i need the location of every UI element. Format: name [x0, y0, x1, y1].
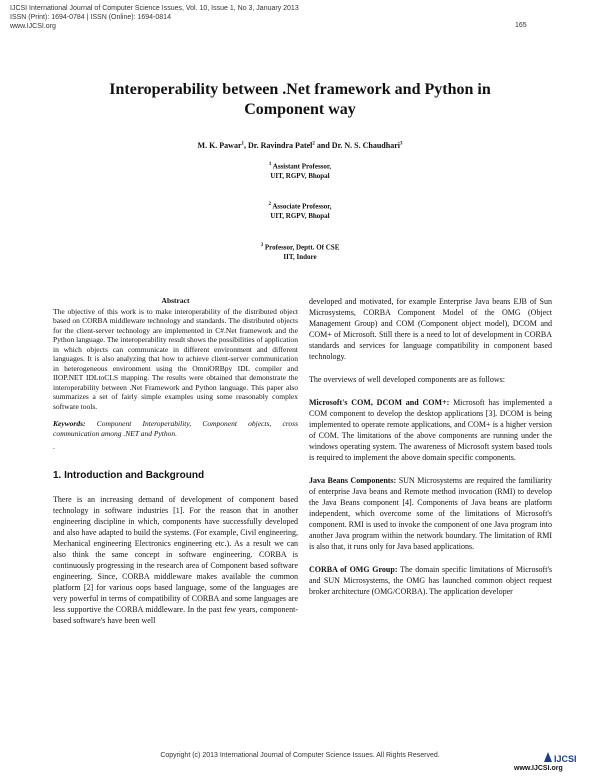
- paper-title: [60, 80, 540, 120]
- journal-header-url[interactable]: www.IJCSI.org: [10, 23, 56, 30]
- section-1-text: There is an increasing demand of development of component based technology in software industries [1]. For the reason that in another engineering discipline in which, components have successfully developed and also have adapted to build the systems. (For example, Civil engineering, Mechanical engineering Electronics engineering etc.). As a result we can also think the same concept in software engineering. CORBA is continuously progressing in the research area of Component based software engineering. Since, CORBA middleware makes available the common platform [2] for various oops based language, some of the languages are very powerful in terms of compatibility of CORBA and some languages are less supportive the CORBA middleware. In the past few years, component-based software's have been well: [53, 494, 298, 625]
- com-text: Microsoft has implemented a COM component to develop the desktop applications [3]. DCOM is being implemented to operate remote applications, and COM+ is a higher version of COM. The limitations of the above components are running under the windows operating system. The awareness of Microsoft system based tools is required to implement the above domain specific components.: [309, 398, 552, 462]
- logo-quill-icon: [544, 752, 552, 762]
- affiliation-3-sup: 3: [260, 243, 264, 248]
- author-2: Dr. Ravindra Patel: [248, 141, 313, 150]
- affiliation-1: [150, 160, 450, 181]
- right-para-2: The overviews of well developed components are as follows:: [309, 375, 505, 384]
- right-para-javabeans: [309, 475, 552, 552]
- abstract-text: The objective of this work is to make interoperability of the distributed object based on CORBA middleware technology and standards. The distributed objects for the client-server technology are implemented in C#.Net framework and the Python language. The interoperability result shows the possibilities of application in which objects can communicate in different environment and different languages. It is also analyzing that how to achieve client-server communication in heterogeneous environment using the OmniORBpy IDL compiler and IIOP.NET IDLtoCLS mapping. The results were obtained that demonstrate the interoperability between .Net Framework and Python language. This paper also summarizes a set of fairly simple examples using some reasonably complex software tools.: [53, 306, 298, 411]
- keywords-label: Keywords:: [53, 419, 86, 428]
- affiliation-2-role: Associate Professor,: [272, 202, 332, 211]
- affiliation-1-place: UIT, RGPV, Bhopal: [270, 172, 330, 181]
- affiliation-3-role: Professor, Deptt. Of CSE: [264, 243, 340, 252]
- right-para-com: [309, 397, 552, 463]
- author-3: Dr. N. S. Chaudhari: [331, 141, 400, 150]
- affiliation-2-place: UIT, RGPV, Bhopal: [270, 212, 330, 221]
- javabeans-label: Java Beans Components:: [309, 476, 397, 485]
- right-column: [309, 296, 552, 609]
- paper-title-line1: Interoperability between .Net framework and Python in: [109, 81, 491, 98]
- copyright-footer: Copyright (c) 2013 International Journal of Computer Science Issues. All Rights Reserved.: [160, 752, 440, 759]
- keywords: [53, 419, 298, 438]
- right-para-1: developed and motivated, for example Enterprise Java beans EJB of Sun Microsystems, CORBA Component Model of the OMG (Object Management Group) and COM (Component object model), DCOM and COM+ of Microsoft. Still there is a need to lot of development in CORBA standards and services for language compatibility in component based technology.: [309, 297, 552, 361]
- corba-text: The domain specific limitations of Microsoft's and SUN Microsystems, the OMG has launched common object request broker architecture (OMG/CORBA). The application developer: [309, 565, 552, 596]
- corba-label: CORBA of OMG Group:: [309, 565, 398, 574]
- author-3-sup: 3: [399, 141, 403, 147]
- left-column: [53, 296, 298, 626]
- right-para-corba: [309, 564, 552, 597]
- com-label: Microsoft's COM, DCOM and COM+:: [309, 398, 450, 407]
- paper-title-line2: Component way: [244, 101, 356, 118]
- logo-mark: IJCSI: [554, 754, 577, 764]
- affiliation-1-role: Assistant Professor,: [272, 162, 332, 171]
- affiliation-1-sup: 1: [268, 162, 272, 167]
- journal-header: [10, 4, 510, 31]
- javabeans-text: SUN Microsystems are required the familiarity of enterprise Java beans and Remote method invocation (RMI) to develop the Java Beans component [4]. Components of Java beans are platform independent, which overcome some of the limitations of Microsoft's component. RMI is used to invoke the component of one Java program into another Java program within the network boundary. The limitation of RMI is also that, it runs only for Java based applications.: [309, 476, 552, 551]
- abstract-heading: Abstract: [161, 296, 190, 305]
- author-and: and: [314, 141, 332, 150]
- section-1-heading: 1. Introduction and Background: [53, 469, 205, 481]
- author-1-sup: 1: [241, 141, 245, 147]
- journal-header-issn: ISSN (Print): 1694-0784 | ISSN (Online): 1694-0814: [10, 14, 171, 21]
- affiliation-2: [150, 200, 450, 221]
- journal-header-line1: IJCSI International Journal of Computer Science Issues, Vol. 10, Issue 1, No 3, January 2013: [10, 5, 299, 12]
- page-number: 165: [515, 22, 527, 29]
- author-1: M. K. Pawar: [197, 141, 242, 150]
- author-2-sup: 2: [312, 141, 315, 147]
- affiliation-3-place: IIT, Indore: [283, 253, 317, 262]
- affiliation-3: [150, 241, 450, 262]
- logo-url[interactable]: www.IJCSI.org: [514, 765, 563, 772]
- stray-dot: .: [53, 442, 55, 451]
- keywords-text: Component Interoperability, Component objects, cross communication among .NET and Python.: [53, 419, 298, 438]
- affiliation-2-sup: 2: [268, 202, 271, 207]
- author-list: M. K. Pawar$^1$, Dr. Ravindra Patel$^2$ and Dr. N. S. Chaudhari$^3$: [197, 141, 403, 150]
